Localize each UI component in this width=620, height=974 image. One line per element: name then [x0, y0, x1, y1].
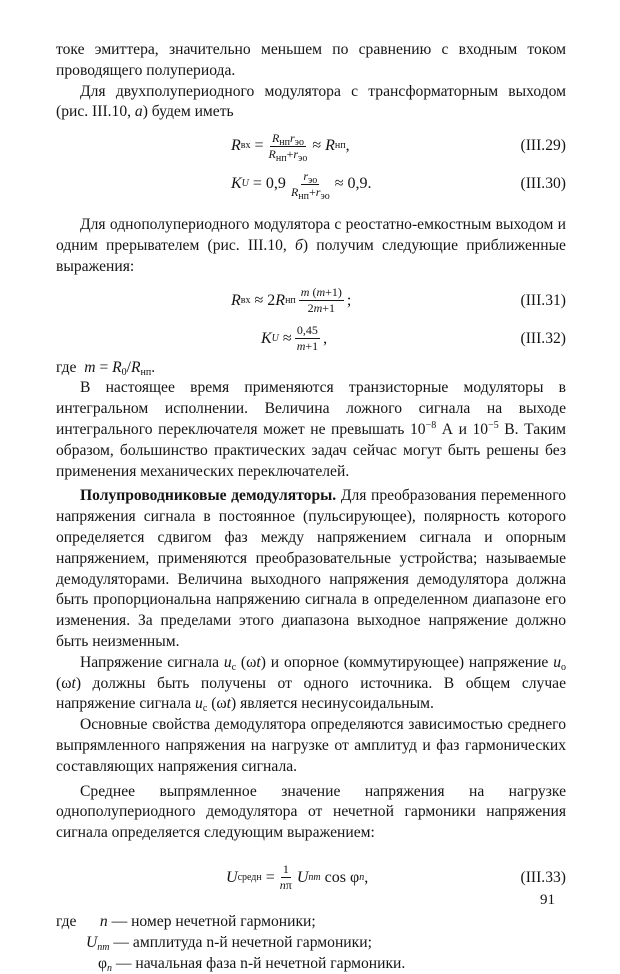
- section-heading: Полупроводниковые демодуляторы.: [80, 487, 336, 504]
- paragraph-9: Среднее выпрямленное значение напряжения на нагрузке однополупериодного демодулятора от нечетной гармоники напряжения сигнала определяется следующим выражением:: [56, 782, 566, 844]
- page-number: 91: [540, 892, 555, 909]
- paragraph-1: токе эмиттера, значительно меньшем по сравнению с входным током проводящего полупериода.: [56, 40, 566, 82]
- paragraph-6-body: Для преобразования переменного напряжения сигнала в постоянное (пульсирующее), полярность которого определяется сдвигом фаз между напряжением сигнала и опорным напряжением, применяются преобразовательные устройства; называемые демодуляторами. Величина выходного напряжения демодулятора должна быть пропорциональна напряжению сигнала в определенном диапазоне его изменения. За пределами этого диапазона выходное напряжение должно быть неизменным.: [56, 487, 566, 650]
- equation-number-32: (III.32): [521, 320, 566, 358]
- paragraph-where-m: где $m = R_0/R_{нп}$.: [56, 358, 566, 379]
- where-item-unm: $U_{nm}$ — амплитуда n-й нечетной гармоники;: [56, 933, 566, 954]
- paragraph-2: Для двухполупериодного модулятора с трансформаторным выходом (рис. III.10, а) будем иметь: [56, 82, 566, 124]
- equation-number-30: (III.30): [521, 165, 566, 203]
- equation-iii-30: K U = 0,9 $\frac{r_{эо}}{R_{нп}+r_{эо}}$ ≈ 0,9. (III.30): [56, 165, 566, 203]
- equation-number-29: (III.29): [521, 127, 566, 165]
- paragraph-7: Напряжение сигнала $u_с$ (ωt) и опорное (коммутирующее) напряжение $u_о$ (ωt) должны быть получены от одного источника. В общем случае напряжение сигнала $u_с$ (ωt) является несинусоидальным.: [56, 653, 566, 715]
- equation-iii-32: K U ≈ $\frac{0,45}{m+1}$ , (III.32): [56, 320, 566, 358]
- where-item-phi: $\varphi_n$ — начальная фаза n-й нечетной гармоники.: [56, 954, 566, 974]
- where-list: [56, 912, 566, 974]
- equation-iii-31: R вх ≈ 2 R нп $\frac{m (m+1)}{2m+1}$ ; (III.31): [56, 282, 566, 320]
- paragraph-5: В настоящее время применяются транзисторные модуляторы в интегральном исполнении. Величина ложного сигнала на выходе интегрального переключателя может не превышать $10^{-8}$ А и $10^{-5}$ В. Таким образом, большинство практических задач сейчас могут быть решены без применения механических переключателей.: [56, 378, 566, 482]
- equation-iii-33: U средн = $\frac{1}{n\pi}$ U nm cos φ n , (III.33): [56, 856, 566, 900]
- equation-number-33: (III.33): [521, 856, 566, 900]
- paragraph-6: [56, 486, 566, 652]
- equation-iii-29: R вх = $\frac{R_{нп}r_{эо}}{R_{нп}+r_{эо}}$ ≈ R нп , (III.29): [56, 127, 566, 165]
- page-body: [56, 40, 566, 974]
- equation-number-31: (III.31): [521, 282, 566, 320]
- paragraph-8: Основные свойства демодулятора определяются зависимостью среднего выпрямленного напряжения на нагрузке от амплитуд и фаз гармонических составляющих напряжения сигнала.: [56, 715, 566, 777]
- paragraph-3: Для однополупериодного модулятора с реостатно-емкостным выходом и одним прерывателем (рис. III.10, б) получим следующие приближенные выражения:: [56, 215, 566, 277]
- where-item-n: где n — номер нечетной гармоники;: [56, 912, 566, 933]
